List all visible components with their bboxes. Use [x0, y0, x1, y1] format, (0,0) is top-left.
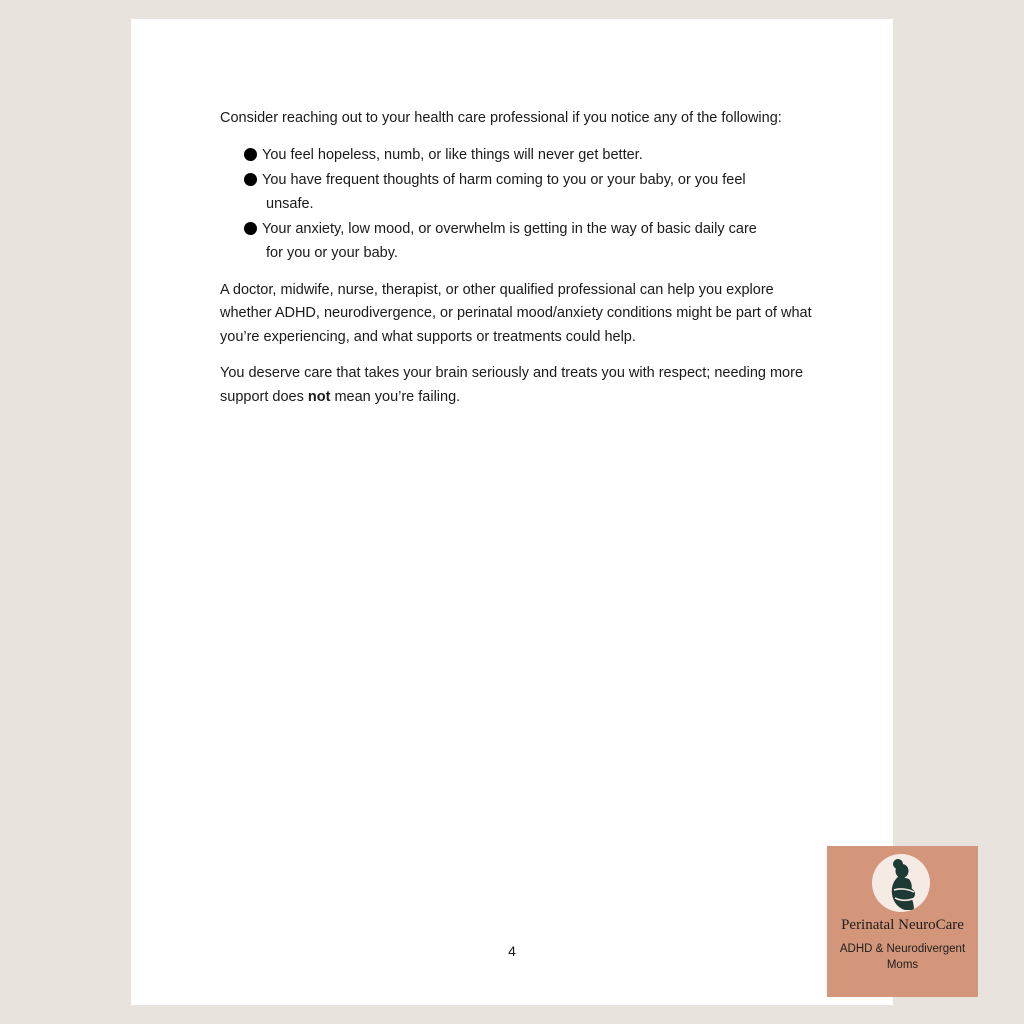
- bullet-list: [220, 143, 820, 265]
- bullet-text: Your anxiety, low mood, or overwhelm is getting in the way of basic daily care: [262, 220, 757, 237]
- page-number: 4: [508, 943, 516, 959]
- mother-holding-baby-icon: [872, 854, 930, 912]
- bullet-text: You have frequent thoughts of harm coming to you or your baby, or you feel: [262, 171, 746, 188]
- brand-badge: [827, 846, 978, 997]
- list-item: [244, 217, 820, 265]
- list-item: [244, 168, 820, 216]
- emphasis-text: not: [307, 388, 331, 405]
- paragraph-text: You deserve care that takes your brain seriously and treats you with respect; needing more support does: [220, 365, 804, 405]
- bullet-text-continued: for you or your baby.: [266, 244, 398, 261]
- list-item: [244, 143, 820, 167]
- brand-tagline: ADHD & Neurodivergent Moms: [839, 943, 966, 971]
- paragraph-respect: [220, 362, 820, 409]
- document-page: [131, 19, 893, 1005]
- bullet-text-continued: unsafe.: [266, 195, 314, 212]
- paragraph-text-end: mean you’re failing.: [330, 388, 461, 405]
- page-content: [220, 107, 820, 422]
- paragraph-professionals: A doctor, midwife, nurse, therapist, or other qualified professional can help you explore whether ADHD, neurodivergence, or perinatal mood/anxiety conditions might be part of what you’re experiencing, and what supports or treatments could help.: [220, 281, 812, 345]
- bullet-dot-icon: [244, 173, 257, 186]
- intro-text: Consider reaching out to your health care professional if you notice any of the following:: [220, 110, 782, 126]
- bullet-dot-icon: [244, 148, 257, 161]
- bullet-text: You feel hopeless, numb, or like things will never get better.: [262, 146, 643, 163]
- bullet-dot-icon: [244, 222, 257, 235]
- brand-name: Perinatal NeuroCare: [841, 917, 964, 933]
